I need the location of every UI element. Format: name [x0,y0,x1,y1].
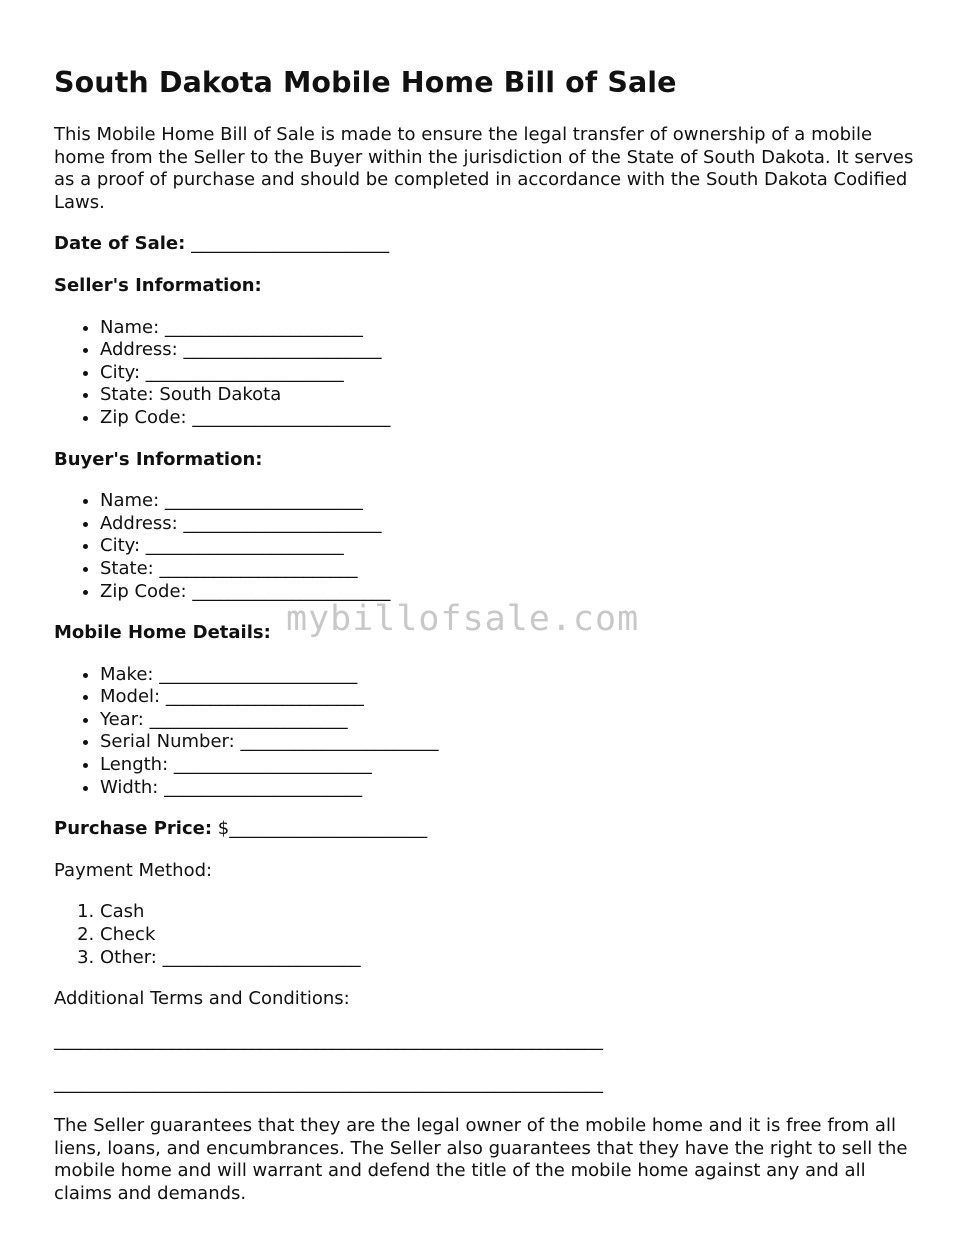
terms-line-2[interactable]: _____________________________________________________________ [54,1073,603,1095]
year-item [100,709,924,732]
closing-paragraph: The Seller guarantees that they are the legal owner of the mobile home and it is free from all liens, loans, and encumbrances. The Seller also guarantees that they have the right to sell the mobile home and will warrant and defend the title of the mobile home against any and all claims and demands. [54,1115,908,1204]
payment-option-cash[interactable]: 1. Cash [100,901,924,924]
make-label: Make: [100,663,154,685]
seller-name-blank[interactable]: ______________________ [164,316,363,338]
serial-number-blank[interactable]: ______________________ [240,731,439,753]
date-of-sale-field [54,233,924,256]
seller-city-label: City: [100,361,141,383]
buyer-address-item [100,513,924,536]
mobile-home-details-list [54,664,924,800]
seller-zip-blank[interactable]: ______________________ [192,406,391,428]
buyer-city-item [100,535,924,558]
width-label: Width: [100,776,159,798]
buyer-zip-label: Zip Code: [100,580,187,602]
payment-option-other[interactable] [100,947,924,970]
seller-heading: Seller's Information: [54,274,262,296]
buyer-state-label: State: [100,557,154,579]
buyer-address-blank[interactable]: ______________________ [183,512,382,534]
make-blank[interactable]: ______________________ [159,663,358,685]
serial-number-item [100,731,924,754]
seller-state-label: State: South Dakota [100,384,282,406]
payment-other-label: Other: [100,946,157,968]
buyer-city-label: City: [100,535,141,557]
width-blank[interactable]: ______________________ [164,776,363,798]
serial-number-label: Serial Number: [100,731,235,753]
length-blank[interactable]: ______________________ [173,754,372,776]
buyer-city-blank[interactable]: ______________________ [145,535,344,557]
buyer-address-label: Address: [100,512,178,534]
buyer-zip-blank[interactable]: ______________________ [192,580,391,602]
model-item [100,686,924,709]
seller-zip-label: Zip Code: [100,406,187,428]
model-label: Model: [100,686,161,708]
payment-option-check[interactable]: 2. Check [100,924,924,947]
seller-info-list [54,317,924,430]
seller-state-item [100,384,924,407]
buyer-state-item [100,558,924,581]
purchase-price-field [54,818,924,841]
buyer-state-blank[interactable]: ______________________ [159,557,358,579]
seller-zip-item [100,407,924,430]
payment-other-blank[interactable]: ______________________ [162,946,361,968]
seller-city-blank[interactable]: ______________________ [145,361,344,383]
make-item [100,664,924,687]
additional-terms-heading: Additional Terms and Conditions: [54,988,350,1010]
purchase-price-label: Purchase Price: [54,818,213,840]
page-title: South Dakota Mobile Home Bill of Sale [54,66,677,99]
terms-line-1[interactable]: _____________________________________________________________ [54,1029,603,1051]
seller-address-label: Address: [100,339,178,361]
intro-paragraph: This Mobile Home Bill of Sale is made to ensure the legal transfer of ownership of a mobile home from the Seller to the Buyer within the jurisdiction of the State of South Dakota. It serves as a proof of purchase and should be completed in accordance with the South Dakota Codified Laws. [54,124,914,213]
payment-method-list [54,901,924,969]
seller-address-item [100,339,924,362]
year-label: Year: [100,708,144,730]
seller-address-blank[interactable]: ______________________ [183,339,382,361]
mobile-home-details-heading [54,599,924,645]
watermark: mybillofsale.com [286,599,640,640]
year-blank[interactable]: ______________________ [149,708,348,730]
currency-symbol: $ [217,818,230,840]
seller-name-label: Name: [100,316,160,338]
width-item [100,777,924,800]
buyer-name-blank[interactable]: ______________________ [164,490,363,512]
buyer-heading: Buyer's Information: [54,448,263,470]
bill-of-sale-document [54,62,924,1205]
payment-method-heading: Payment Method: [54,859,213,881]
seller-name-item [100,317,924,340]
purchase-price-blank[interactable]: ______________________ [229,818,428,840]
buyer-name-label: Name: [100,490,160,512]
seller-city-item [100,362,924,385]
mobile-home-details-label: Mobile Home Details: [54,622,271,644]
length-item [100,754,924,777]
buyer-info-list [54,490,924,603]
buyer-name-item [100,490,924,513]
length-label: Length: [100,754,169,776]
date-of-sale-label: Date of Sale: [54,233,186,255]
date-of-sale-blank[interactable]: ______________________ [191,233,390,255]
model-blank[interactable]: ______________________ [165,686,364,708]
